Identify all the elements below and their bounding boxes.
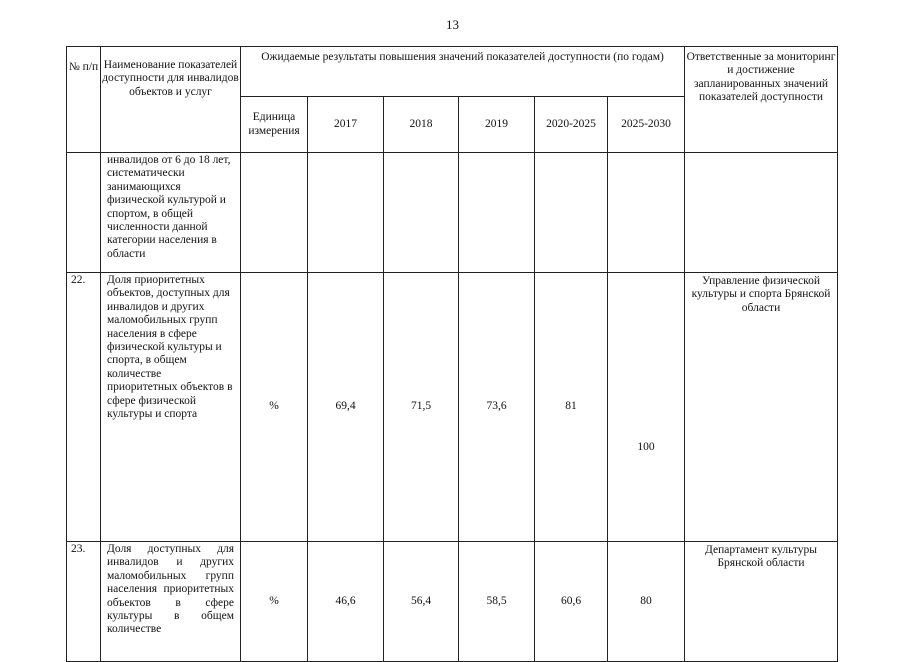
value-cell (608, 153, 685, 273)
value-cell (308, 153, 384, 273)
table-row (67, 542, 838, 662)
page-number: 13 (446, 17, 459, 32)
header-year: 2019 (459, 97, 535, 153)
header-year: 2020-2025 (535, 97, 608, 153)
unit-cell: % (241, 273, 308, 542)
header-year: 2018 (384, 97, 459, 153)
header-name: Наименование показателей доступности для инвалидов объектов и услуг (101, 47, 241, 153)
header-year: 2017 (308, 97, 384, 153)
table-row (67, 273, 838, 542)
accessibility-indicators-table (66, 46, 838, 662)
value-cell: 73,6 (459, 273, 535, 542)
header-responsible: Ответственные за мониторинг и достижение запланированных значений показателей доступности (685, 47, 838, 153)
unit-cell (241, 153, 308, 273)
indicator-name: Доля доступных для инвалидов и других маломобильных групп населения приоритетных объектов в сфере культуры в общем количестве (101, 542, 241, 662)
unit-cell: % (241, 542, 308, 662)
header-year: 2025-2030 (608, 97, 685, 153)
header-unit: Единица измерения (241, 97, 308, 153)
value-cell: 69,4 (308, 273, 384, 542)
value-cell: 100 (608, 273, 685, 542)
table-row (67, 153, 838, 273)
value-cell: 46,6 (308, 542, 384, 662)
value-cell: 80 (608, 542, 685, 662)
header-num: № п/п (67, 47, 101, 153)
value-cell: 71,5 (384, 273, 459, 542)
row-number: 22. (67, 273, 101, 542)
header-expected-results: Ожидаемые результаты повышения значений показателей доступности (по годам) (241, 47, 685, 97)
value-cell (384, 153, 459, 273)
responsible-cell: Департамент культуры Брянской области (685, 542, 838, 662)
value-cell (459, 153, 535, 273)
indicator-name: инвалидов от 6 до 18 лет, систематически занимающихся физической культурой и спортом, в общей численности данной категории населения в области (101, 153, 241, 273)
value-cell: 56,4 (384, 542, 459, 662)
row-number (67, 153, 101, 273)
value-cell (535, 153, 608, 273)
responsible-cell: Управление физической культуры и спорта Брянской области (685, 273, 838, 542)
row-number: 23. (67, 542, 101, 662)
value-cell: 58,5 (459, 542, 535, 662)
value-cell: 81 (535, 273, 608, 542)
responsible-cell (685, 153, 838, 273)
indicator-name: Доля приоритетных объектов, доступных для инвалидов и других маломобильных групп населения в сфере физической культуры и спорта, в общем количестве приоритетных объектов в сфере физической культуры и спорта (101, 273, 241, 542)
value-cell: 60,6 (535, 542, 608, 662)
